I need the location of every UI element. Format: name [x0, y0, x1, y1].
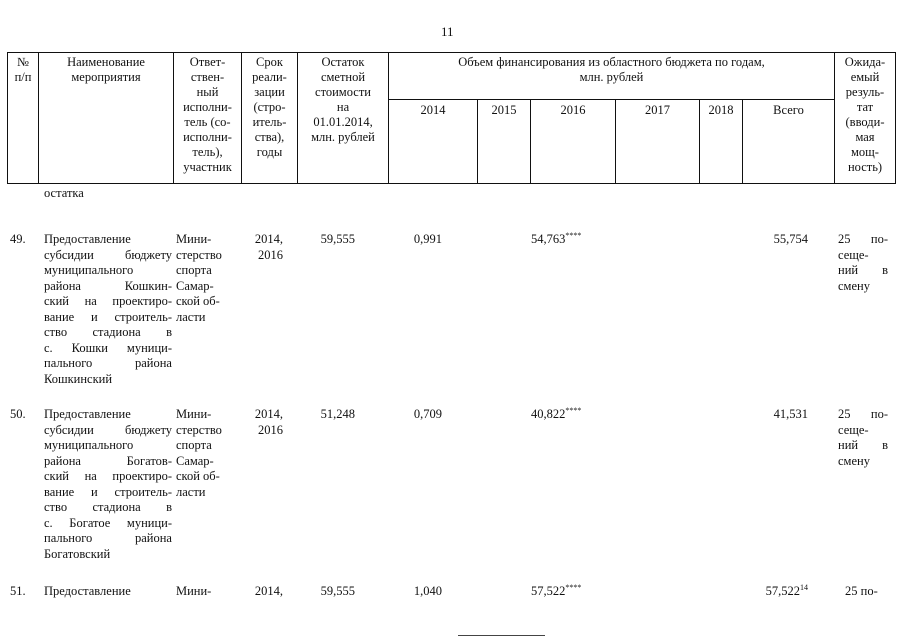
- table-header: [7, 52, 896, 184]
- footnote-mark: ****: [565, 230, 582, 240]
- row-name: Предоставление: [44, 584, 131, 598]
- row-number: 50.: [10, 407, 26, 421]
- row-result: 25 по- сеще- ний в смену: [838, 232, 888, 293]
- row-total: 57,522$^{14}$: [765, 582, 808, 598]
- footnote-separator: [458, 635, 545, 636]
- row-balance: 51,248: [320, 407, 355, 421]
- footnote-mark: ****: [565, 405, 582, 415]
- row-number: 51.: [10, 584, 26, 598]
- row-number: 49.: [10, 232, 26, 246]
- row-executor: Мини-: [176, 584, 212, 598]
- row-balance: 59,555: [320, 584, 355, 598]
- header-total: Всего: [773, 103, 804, 117]
- row-2016: 40,822****: [531, 405, 582, 421]
- row-result: 25 по- сеще- ний в смену: [838, 407, 888, 468]
- row-2016: 57,522****: [531, 582, 582, 598]
- carry-text: остатка: [44, 186, 84, 200]
- row-total: 55,754: [773, 232, 808, 246]
- header-year-2016: 2016: [560, 103, 586, 117]
- header-col-result: Ожида- емый резуль- тат (вводи- мая мощ- ность): [844, 55, 886, 174]
- header-year-2015: 2015: [491, 103, 517, 117]
- row-name: Предоставление субсидии бюджету муниципального района Кошкин- ский на проектиро- вание и строитель- ство стадиона в с. Кошки муници- пального района Кошкинский: [44, 232, 172, 386]
- row-2014: 0,709: [413, 407, 442, 421]
- row-name: Предоставление субсидии бюджету муниципального района Богатов- ский на проектиро- вание и строитель- ство стадиона в с. Богатое муници- пального района Богатовский: [44, 407, 172, 561]
- row-executor: Мини- стерство спорта Самар- ской об- ласти: [176, 232, 222, 324]
- row-result: 25 по-: [845, 584, 878, 598]
- header-col-name: Наименование мероприятия: [67, 55, 145, 84]
- header-year-2018: 2018: [708, 103, 734, 117]
- row-balance: 59,555: [320, 232, 355, 246]
- row-2014: 1,040: [413, 584, 442, 598]
- row-total: 41,531: [773, 407, 808, 421]
- row-term: 2014, 2016: [254, 407, 283, 437]
- row-2016: 54,763****: [531, 230, 582, 246]
- footnote-mark: ****: [565, 582, 582, 592]
- header-year-2014: 2014: [420, 103, 446, 117]
- row-term: 2014, 2016: [254, 232, 283, 262]
- header-col-executor: Ответ- ствен- ный исполни- тель (со- исполни- тель), участник: [183, 55, 232, 174]
- header-col-term: Срок реали- зации (стро- итель- ства), годы: [252, 55, 287, 159]
- header-col-funding: Объем финансирования из областного бюджета по годам, млн. рублей: [458, 55, 765, 84]
- page-number: 11: [441, 24, 454, 39]
- header-col-number: № п/п: [14, 55, 32, 84]
- footnote-mark: 14: [800, 582, 808, 592]
- row-executor: Мини- стерство спорта Самар- ской об- ласти: [176, 407, 222, 499]
- row-2014: 0,991: [413, 232, 442, 246]
- row-term: 2014,: [254, 584, 283, 598]
- header-col-balance: Остаток сметной стоимости на 01.01.2014, млн. рублей: [311, 55, 375, 144]
- header-year-2017: 2017: [645, 103, 670, 117]
